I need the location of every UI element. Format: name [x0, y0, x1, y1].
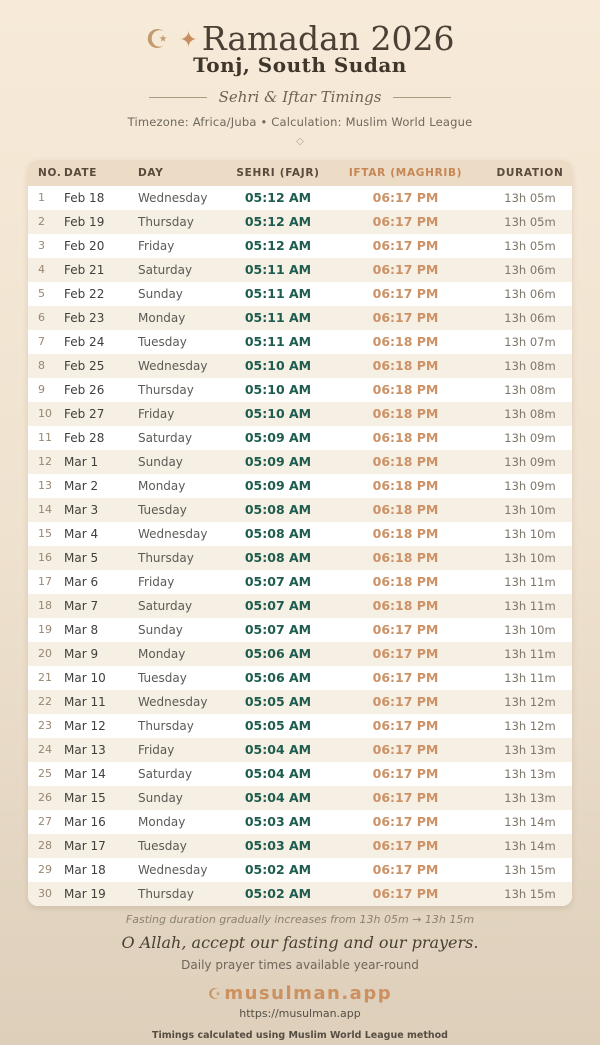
cell-date: Mar 18 [64, 863, 106, 877]
cell-no: 10 [38, 407, 52, 420]
table-row [28, 810, 572, 834]
cell-sehri: 05:06 AM [244, 646, 312, 661]
table-row [28, 426, 572, 450]
daily-note: Daily prayer times available year-round [181, 958, 419, 972]
cell-no: 24 [38, 743, 52, 756]
cell-iftar: 06:17 PM [372, 742, 439, 757]
cell-day: Friday [138, 743, 175, 757]
table-row [28, 306, 572, 330]
cell-sehri: 05:04 AM [244, 790, 312, 805]
cell-date: Mar 10 [64, 671, 106, 685]
calculation-method-note: Timings calculated using Muslim World League method [152, 1030, 448, 1041]
cell-duration: 13h 05m [504, 191, 556, 205]
cell-duration: 13h 13m [504, 743, 556, 757]
cell-iftar: 06:18 PM [372, 526, 439, 541]
cell-iftar: 06:17 PM [372, 694, 439, 709]
brand-wordmark [0, 983, 600, 1004]
cell-sehri: 05:12 AM [244, 238, 312, 253]
cell-date: Mar 17 [64, 839, 106, 853]
table-body [28, 186, 572, 906]
cell-duration: 13h 15m [504, 863, 556, 877]
cell-day: Wednesday [138, 695, 208, 709]
brand-crescent-icon: ☪ [207, 985, 222, 1003]
table-row [28, 834, 572, 858]
col-header-sehri: SEHRI (FAJR) [236, 167, 320, 179]
divider-line-left [149, 97, 207, 98]
cell-date: Mar 6 [64, 575, 99, 589]
col-header-duration: DURATION [496, 167, 564, 179]
cell-duration: 13h 05m [504, 239, 556, 253]
cell-date: Mar 3 [64, 503, 99, 517]
cell-day: Wednesday [138, 359, 208, 373]
cell-iftar: 06:17 PM [372, 886, 439, 901]
cell-no: 3 [38, 239, 45, 252]
cell-day: Thursday [138, 719, 194, 733]
cell-no: 4 [38, 263, 45, 276]
divider-line-right [393, 97, 451, 98]
cell-sehri: 05:08 AM [244, 550, 312, 565]
cell-sehri: 05:07 AM [244, 574, 312, 589]
cell-duration: 13h 10m [504, 503, 556, 517]
cell-no: 9 [38, 383, 45, 396]
cell-iftar: 06:17 PM [372, 862, 439, 877]
table-row [28, 282, 572, 306]
cell-duration: 13h 11m [504, 647, 556, 661]
table-row [28, 594, 572, 618]
table-row [28, 666, 572, 690]
cell-duration: 13h 06m [504, 287, 556, 301]
cell-sehri: 05:10 AM [244, 406, 312, 421]
cell-no: 30 [38, 887, 52, 900]
cell-sehri: 05:09 AM [244, 478, 312, 493]
table-row [28, 642, 572, 666]
table-row [28, 882, 572, 906]
cell-no: 2 [38, 215, 45, 228]
table-row [28, 498, 572, 522]
cell-day: Saturday [138, 767, 193, 781]
cell-date: Feb 25 [64, 359, 105, 373]
cell-duration: 13h 08m [504, 383, 556, 397]
cell-date: Mar 19 [64, 887, 106, 901]
cell-day: Sunday [138, 455, 183, 469]
cell-sehri: 05:10 AM [244, 358, 312, 373]
cell-no: 26 [38, 791, 52, 804]
cell-date: Feb 24 [64, 335, 105, 349]
cell-sehri: 05:09 AM [244, 430, 312, 445]
cell-day: Wednesday [138, 527, 208, 541]
cell-iftar: 06:17 PM [372, 838, 439, 853]
cell-iftar: 06:18 PM [372, 550, 439, 565]
cell-iftar: 06:17 PM [372, 190, 439, 205]
cell-date: Feb 23 [64, 311, 105, 325]
cell-sehri: 05:12 AM [244, 214, 312, 229]
diamond-ornament-icon: ◇ [296, 136, 304, 147]
cell-day: Saturday [138, 263, 193, 277]
cell-day: Friday [138, 575, 175, 589]
cell-duration: 13h 12m [504, 719, 556, 733]
cell-date: Mar 14 [64, 767, 106, 781]
table-row [28, 474, 572, 498]
timezone-calculation-meta: Timezone: Africa/Juba • Calculation: Muslim World League [127, 115, 473, 129]
cell-duration: 13h 10m [504, 551, 556, 565]
cell-no: 16 [38, 551, 52, 564]
cell-duration: 13h 13m [504, 791, 556, 805]
cell-no: 5 [38, 287, 45, 300]
cell-iftar: 06:18 PM [372, 478, 439, 493]
cell-iftar: 06:17 PM [372, 286, 439, 301]
cell-duration: 13h 10m [504, 527, 556, 541]
table-row [28, 378, 572, 402]
cell-day: Tuesday [138, 839, 187, 853]
cell-iftar: 06:17 PM [372, 790, 439, 805]
cell-no: 27 [38, 815, 52, 828]
col-header-no: NO. [38, 167, 62, 179]
cell-duration: 13h 15m [504, 887, 556, 901]
cell-day: Tuesday [138, 335, 187, 349]
cell-duration: 13h 11m [504, 575, 556, 589]
crescent-moon-icon: ☪ [145, 25, 169, 55]
brand-url: https://musulman.app [239, 1007, 361, 1020]
col-header-iftar: IFTAR (MAGHRIB) [348, 167, 463, 179]
cell-day: Tuesday [138, 503, 187, 517]
header [0, 0, 600, 147]
cell-iftar: 06:18 PM [372, 358, 439, 373]
cell-date: Mar 11 [64, 695, 106, 709]
table-row [28, 762, 572, 786]
col-header-date: DATE [64, 167, 98, 179]
cell-day: Saturday [138, 599, 193, 613]
subtitle: Sehri & Iftar Timings [218, 88, 382, 106]
cell-sehri: 05:11 AM [244, 262, 312, 277]
cell-duration: 13h 09m [504, 455, 556, 469]
cell-duration: 13h 13m [504, 767, 556, 781]
table-row [28, 354, 572, 378]
cell-date: Feb 26 [64, 383, 105, 397]
table-row [28, 858, 572, 882]
cell-iftar: 06:17 PM [372, 814, 439, 829]
cell-iftar: 06:18 PM [372, 454, 439, 469]
cell-no: 25 [38, 767, 52, 780]
cell-duration: 13h 11m [504, 599, 556, 613]
cell-date: Mar 7 [64, 599, 99, 613]
cell-day: Saturday [138, 431, 193, 445]
table-row [28, 714, 572, 738]
cell-iftar: 06:17 PM [372, 646, 439, 661]
cell-sehri: 05:08 AM [244, 526, 312, 541]
cell-duration: 13h 10m [504, 623, 556, 637]
cell-date: Mar 12 [64, 719, 106, 733]
sparkle-icon: ✦ [179, 28, 198, 53]
cell-duration: 13h 08m [504, 407, 556, 421]
cell-sehri: 05:02 AM [244, 862, 312, 877]
cell-sehri: 05:10 AM [244, 382, 312, 397]
cell-no: 14 [38, 503, 52, 516]
cell-duration: 13h 11m [504, 671, 556, 685]
cell-iftar: 06:17 PM [372, 238, 439, 253]
cell-sehri: 05:11 AM [244, 286, 312, 301]
cell-iftar: 06:18 PM [372, 598, 439, 613]
table-row [28, 186, 572, 210]
cell-date: Feb 28 [64, 431, 105, 445]
cell-iftar: 06:17 PM [372, 214, 439, 229]
cell-no: 21 [38, 671, 52, 684]
table-row [28, 402, 572, 426]
table-row [28, 546, 572, 570]
cell-sehri: 05:07 AM [244, 622, 312, 637]
cell-day: Wednesday [138, 863, 208, 877]
col-header-day: DAY [138, 167, 164, 179]
cell-no: 15 [38, 527, 52, 540]
cell-iftar: 06:17 PM [372, 718, 439, 733]
cell-sehri: 05:12 AM [244, 190, 312, 205]
cell-iftar: 06:18 PM [372, 334, 439, 349]
cell-iftar: 06:17 PM [372, 310, 439, 325]
timings-table [28, 160, 572, 906]
cell-day: Monday [138, 311, 186, 325]
cell-day: Friday [138, 239, 175, 253]
cell-duration: 13h 09m [504, 479, 556, 493]
cell-sehri: 05:06 AM [244, 670, 312, 685]
cell-day: Sunday [138, 623, 183, 637]
table-row [28, 570, 572, 594]
cell-iftar: 06:18 PM [372, 430, 439, 445]
cell-day: Sunday [138, 791, 183, 805]
cell-no: 8 [38, 359, 45, 372]
cell-sehri: 05:03 AM [244, 814, 312, 829]
cell-sehri: 05:04 AM [244, 742, 312, 757]
cell-day: Thursday [138, 383, 194, 397]
cell-no: 28 [38, 839, 52, 852]
cell-no: 12 [38, 455, 52, 468]
cell-sehri: 05:09 AM [244, 454, 312, 469]
cell-iftar: 06:17 PM [372, 670, 439, 685]
cell-no: 7 [38, 335, 45, 348]
cell-date: Feb 18 [64, 191, 105, 205]
cell-sehri: 05:08 AM [244, 502, 312, 517]
cell-sehri: 05:02 AM [244, 886, 312, 901]
cell-date: Feb 27 [64, 407, 105, 421]
cell-iftar: 06:17 PM [372, 766, 439, 781]
cell-no: 1 [38, 191, 45, 204]
cell-date: Mar 8 [64, 623, 99, 637]
cell-duration: 13h 09m [504, 431, 556, 445]
cell-sehri: 05:07 AM [244, 598, 312, 613]
cell-iftar: 06:18 PM [372, 502, 439, 517]
cell-date: Feb 21 [64, 263, 105, 277]
cell-iftar: 06:18 PM [372, 574, 439, 589]
table-row [28, 258, 572, 282]
table-row [28, 210, 572, 234]
cell-sehri: 05:04 AM [244, 766, 312, 781]
cell-no: 23 [38, 719, 52, 732]
cell-day: Friday [138, 407, 175, 421]
cell-sehri: 05:11 AM [244, 310, 312, 325]
cell-duration: 13h 14m [504, 839, 556, 853]
cell-duration: 13h 14m [504, 815, 556, 829]
table-row [28, 690, 572, 714]
cell-no: 20 [38, 647, 52, 660]
cell-date: Mar 15 [64, 791, 106, 805]
cell-day: Monday [138, 815, 186, 829]
cell-duration: 13h 06m [504, 263, 556, 277]
cell-no: 19 [38, 623, 52, 636]
cell-day: Wednesday [138, 191, 208, 205]
cell-duration: 13h 06m [504, 311, 556, 325]
cell-day: Thursday [138, 551, 194, 565]
footer [0, 913, 600, 1041]
page-title-line [0, 19, 600, 58]
cell-date: Mar 16 [64, 815, 106, 829]
cell-no: 29 [38, 863, 52, 876]
cell-day: Thursday [138, 215, 194, 229]
dua-quote: O Allah, accept our fasting and our prayers. [121, 933, 479, 952]
cell-iftar: 06:17 PM [372, 622, 439, 637]
cell-date: Mar 4 [64, 527, 99, 541]
page-title: Ramadan 2026 [201, 19, 455, 58]
cell-day: Monday [138, 647, 186, 661]
table-header-row [28, 160, 572, 186]
cell-date: Feb 22 [64, 287, 105, 301]
cell-date: Mar 1 [64, 455, 99, 469]
cell-sehri: 05:05 AM [244, 694, 312, 709]
cell-no: 18 [38, 599, 52, 612]
cell-sehri: 05:03 AM [244, 838, 312, 853]
cell-date: Feb 20 [64, 239, 105, 253]
cell-sehri: 05:11 AM [244, 334, 312, 349]
cell-iftar: 06:18 PM [372, 382, 439, 397]
subtitle-row [0, 88, 600, 106]
cell-date: Mar 9 [64, 647, 99, 661]
cell-date: Mar 2 [64, 479, 99, 493]
cell-no: 6 [38, 311, 45, 324]
cell-day: Thursday [138, 887, 194, 901]
table-row [28, 786, 572, 810]
table-row [28, 330, 572, 354]
table-row [28, 522, 572, 546]
cell-duration: 13h 07m [504, 335, 556, 349]
table-row [28, 450, 572, 474]
cell-duration: 13h 12m [504, 695, 556, 709]
cell-iftar: 06:17 PM [372, 262, 439, 277]
duration-footnote: Fasting duration gradually increases from 13h 05m → 13h 15m [125, 913, 475, 926]
cell-day: Tuesday [138, 671, 187, 685]
cell-sehri: 05:05 AM [244, 718, 312, 733]
location-title: Tonj, South Sudan [193, 53, 407, 77]
cell-date: Mar 5 [64, 551, 99, 565]
cell-no: 17 [38, 575, 52, 588]
cell-no: 22 [38, 695, 52, 708]
cell-day: Monday [138, 479, 186, 493]
table-row [28, 234, 572, 258]
cell-no: 11 [38, 431, 52, 444]
cell-date: Mar 13 [64, 743, 106, 757]
cell-iftar: 06:18 PM [372, 406, 439, 421]
cell-day: Sunday [138, 287, 183, 301]
brand-name: musulman.app [224, 983, 393, 1004]
table-row [28, 618, 572, 642]
cell-date: Feb 19 [64, 215, 105, 229]
cell-no: 13 [38, 479, 52, 492]
cell-duration: 13h 05m [504, 215, 556, 229]
cell-duration: 13h 08m [504, 359, 556, 373]
table-row [28, 738, 572, 762]
